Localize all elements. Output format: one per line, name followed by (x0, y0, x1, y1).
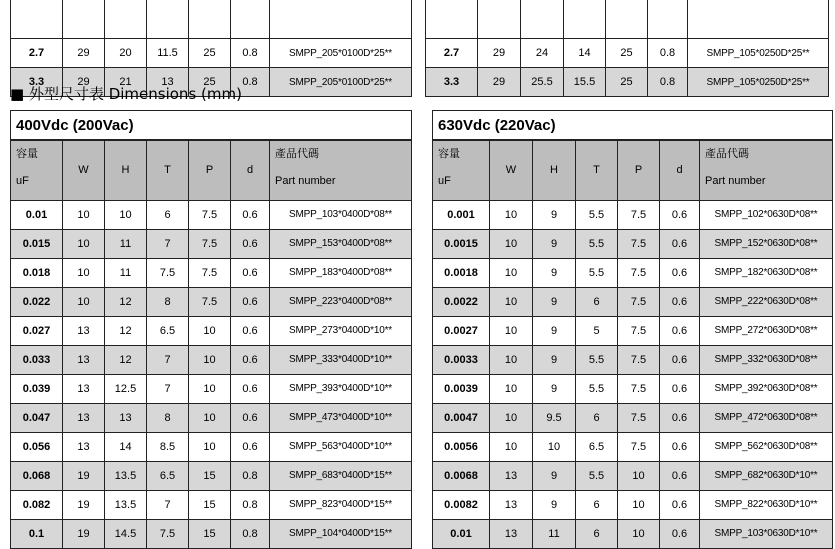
table-row (11, 229, 412, 258)
cell-t: 7 (147, 229, 189, 258)
cell-w: 13 (63, 432, 105, 461)
cell-h: 9 (533, 258, 576, 287)
cell-p: 15 (189, 519, 231, 548)
cell-w: 10 (490, 287, 533, 316)
cell-t: 8.5 (147, 432, 189, 461)
cell-w: 10 (490, 316, 533, 345)
header-p: P (618, 140, 660, 200)
cell-pn: SMPP_272*0630D*08** (700, 316, 833, 345)
cell-h: 21 (105, 68, 147, 97)
cell-d: 0.6 (231, 229, 270, 258)
cell-pn: SMPP_222*0630D*08** (700, 287, 833, 316)
cell-t: 5.5 (576, 374, 618, 403)
cell-pn: SMPP_273*0400D*10** (270, 316, 412, 345)
cell-p: 7.5 (618, 287, 660, 316)
cell-h: 14.5 (105, 519, 147, 548)
cell-p: 7.5 (189, 229, 231, 258)
cell-pn: SMPP_393*0400D*10** (270, 374, 412, 403)
cell-cap: 0.068 (11, 461, 63, 490)
cell-p: 7.5 (618, 432, 660, 461)
cell-d: 0.6 (660, 374, 700, 403)
cell-t: 8 (147, 403, 189, 432)
cell-cap: 0.082 (11, 490, 63, 519)
cell-cap: 0.033 (11, 345, 63, 374)
cell-h: 13.5 (105, 461, 147, 490)
header-part-number: 產品代碼 Part number (700, 140, 833, 200)
cell-d: 0.6 (231, 316, 270, 345)
header-d: d (660, 140, 700, 200)
cell-p: 10 (618, 490, 660, 519)
cell-cap: 0.0027 (433, 316, 490, 345)
cell-h: 9 (533, 229, 576, 258)
cell-p: 7.5 (189, 287, 231, 316)
cell-d: 0.6 (660, 519, 700, 548)
cell-h: 9 (533, 345, 576, 374)
cell-t: 15.5 (564, 68, 606, 97)
cell-w: 10 (63, 258, 105, 287)
section-title: ■ 外型尺寸表 Dimensions (mm) (10, 85, 242, 103)
cell-d: 0.6 (231, 345, 270, 374)
table-row (11, 316, 412, 345)
cell-w: 10 (490, 200, 533, 229)
cell-d: 0.6 (660, 229, 700, 258)
cell-cap: 0.0015 (433, 229, 490, 258)
cell-cap: 0.0039 (433, 374, 490, 403)
table-row (11, 519, 412, 548)
cell-cap: 2.7 (426, 39, 478, 68)
cell-cap: 2.7 (11, 39, 63, 68)
cell-t: 7 (147, 490, 189, 519)
header-d: d (231, 140, 270, 200)
cell-h: 12.5 (105, 374, 147, 403)
cell-pn: SMPP_105*0250D*25** (688, 39, 829, 68)
cell-t: 13 (147, 68, 189, 97)
cell-w: 29 (63, 68, 105, 97)
cell-cap: 0.01 (433, 519, 490, 548)
cell-w: 13 (490, 519, 533, 548)
cell-p: 7.5 (189, 200, 231, 229)
cell-pn: SMPP_392*0630D*08** (700, 374, 833, 403)
cell-d: 0.6 (231, 403, 270, 432)
table-row (433, 258, 833, 287)
cell-d: 0.6 (231, 432, 270, 461)
cell-h: 14 (105, 432, 147, 461)
cell-h: 10 (105, 200, 147, 229)
cell-p: 25 (189, 39, 231, 68)
cell-t: 7 (147, 345, 189, 374)
cell-cap: 0.022 (11, 287, 63, 316)
cell-d: 0.8 (231, 68, 270, 97)
cell-w: 13 (63, 403, 105, 432)
cell-p: 7.5 (618, 403, 660, 432)
cell-t: 6.5 (147, 316, 189, 345)
cell-d: 0.6 (660, 258, 700, 287)
cell-d: 0.6 (660, 403, 700, 432)
table-row (433, 519, 833, 548)
header-h: H (533, 140, 576, 200)
cell-p: 25 (606, 68, 648, 97)
cell-p: 10 (189, 403, 231, 432)
header-w: W (63, 140, 105, 200)
cell-pn: SMPP_103*0630D*10** (700, 519, 833, 548)
cell-pn: SMPP_473*0400D*10** (270, 403, 412, 432)
header-t: T (147, 140, 189, 200)
cell-pn: SMPP_153*0400D*08** (270, 229, 412, 258)
cell-h: 9 (533, 287, 576, 316)
table-row (433, 316, 833, 345)
cell-w: 10 (490, 258, 533, 287)
cell-cap: 0.0033 (433, 345, 490, 374)
cell-pn: SMPP_223*0400D*08** (270, 287, 412, 316)
cell-w: 13 (63, 345, 105, 374)
cell-h: 13 (105, 403, 147, 432)
cell-h: 25.5 (521, 68, 564, 97)
table-row (11, 39, 412, 68)
table-row (11, 403, 412, 432)
cell-t: 6 (576, 519, 618, 548)
cell-w: 10 (63, 229, 105, 258)
cell-t: 6.5 (147, 461, 189, 490)
cell-t: 6 (147, 200, 189, 229)
cell-w: 13 (63, 374, 105, 403)
cell-w: 13 (490, 461, 533, 490)
cell-d: 0.6 (660, 316, 700, 345)
cell-h: 9.5 (533, 403, 576, 432)
cell-d: 0.8 (648, 39, 688, 68)
cell-cap: 0.056 (11, 432, 63, 461)
cell-p: 7.5 (189, 258, 231, 287)
cell-h: 11 (533, 519, 576, 548)
cell-p: 10 (189, 316, 231, 345)
cell-h: 11 (105, 229, 147, 258)
cell-cap: 0.027 (11, 316, 63, 345)
cell-t: 5.5 (576, 258, 618, 287)
cell-d: 0.6 (231, 287, 270, 316)
table-row (433, 200, 833, 229)
cell-pn: SMPP_183*0400D*08** (270, 258, 412, 287)
table-row (433, 403, 833, 432)
table-row (426, 68, 829, 97)
cell-p: 10 (618, 519, 660, 548)
cell-h: 9 (533, 490, 576, 519)
cell-d: 0.8 (231, 461, 270, 490)
cell-d: 0.6 (660, 200, 700, 229)
table-row (433, 345, 833, 374)
cell-d: 0.8 (231, 39, 270, 68)
cell-pn: SMPP_104*0400D*15** (270, 519, 412, 548)
cell-cap: 0.001 (433, 200, 490, 229)
cell-t: 5 (576, 316, 618, 345)
cell-w: 10 (490, 403, 533, 432)
cell-t: 5.5 (576, 345, 618, 374)
cell-cap: 0.0056 (433, 432, 490, 461)
cell-t: 6 (576, 490, 618, 519)
cell-cap: 0.1 (11, 519, 63, 548)
table-row (433, 432, 833, 461)
cell-w: 19 (63, 519, 105, 548)
cell-h: 12 (105, 345, 147, 374)
cell-cap: 0.018 (11, 258, 63, 287)
top-right-table (425, 0, 829, 97)
cell-d: 0.6 (231, 200, 270, 229)
cell-w: 29 (478, 68, 521, 97)
cell-h: 24 (521, 39, 564, 68)
cell-w: 13 (63, 316, 105, 345)
cell-p: 7.5 (618, 316, 660, 345)
cell-t: 5.5 (576, 461, 618, 490)
cell-d: 0.6 (660, 287, 700, 316)
cell-cap: 0.047 (11, 403, 63, 432)
table-row (11, 345, 412, 374)
table-row (433, 229, 833, 258)
header-capacitance: 容量 uF (433, 140, 490, 200)
cell-pn: SMPP_683*0400D*15** (270, 461, 412, 490)
cell-p: 10 (189, 432, 231, 461)
cell-h: 9 (533, 461, 576, 490)
cell-w: 10 (490, 229, 533, 258)
cell-w: 19 (63, 490, 105, 519)
cell-h: 9 (533, 374, 576, 403)
dimensions-table-400vdc (10, 110, 412, 549)
header-w: W (490, 140, 533, 200)
cell-d: 0.6 (660, 490, 700, 519)
cell-h: 20 (105, 39, 147, 68)
cell-t: 6.5 (576, 432, 618, 461)
cell-p: 10 (189, 345, 231, 374)
cell-w: 10 (490, 374, 533, 403)
table-row (433, 490, 833, 519)
cell-p: 10 (618, 461, 660, 490)
cell-t: 6 (576, 403, 618, 432)
table-row (11, 490, 412, 519)
cell-cap: 0.0047 (433, 403, 490, 432)
table-title: 630Vdc (220Vac) (433, 111, 833, 141)
cell-w: 29 (63, 39, 105, 68)
table-title: 400Vdc (200Vac) (11, 111, 412, 141)
cell-w: 10 (490, 432, 533, 461)
cell-p: 7.5 (618, 200, 660, 229)
cell-w: 10 (63, 200, 105, 229)
cell-w: 19 (63, 461, 105, 490)
header-capacitance: 容量 uF (11, 140, 63, 200)
table-row (433, 461, 833, 490)
cell-cap: 0.015 (11, 229, 63, 258)
cell-d: 0.8 (231, 519, 270, 548)
cell-p: 7.5 (618, 229, 660, 258)
cell-w: 29 (478, 39, 521, 68)
cell-w: 10 (490, 345, 533, 374)
cell-t: 6 (576, 287, 618, 316)
cell-d: 0.6 (660, 432, 700, 461)
cell-pn: SMPP_682*0630D*10** (700, 461, 833, 490)
cell-h: 13.5 (105, 490, 147, 519)
cell-w: 10 (63, 287, 105, 316)
cell-p: 15 (189, 490, 231, 519)
header-p: P (189, 140, 231, 200)
blank-row (426, 0, 829, 39)
table-row (11, 200, 412, 229)
cell-pn: SMPP_105*0250D*25** (688, 68, 829, 97)
cell-d: 0.6 (660, 345, 700, 374)
cell-pn: SMPP_182*0630D*08** (700, 258, 833, 287)
cell-pn: SMPP_563*0400D*10** (270, 432, 412, 461)
table-row (11, 287, 412, 316)
cell-h: 9 (533, 200, 576, 229)
cell-cap: 0.039 (11, 374, 63, 403)
cell-t: 7.5 (147, 519, 189, 548)
table-row (11, 461, 412, 490)
cell-t: 14 (564, 39, 606, 68)
cell-p: 7.5 (618, 258, 660, 287)
table-row (11, 258, 412, 287)
cell-p: 7.5 (618, 345, 660, 374)
cell-h: 12 (105, 287, 147, 316)
table-row (433, 374, 833, 403)
cell-p: 7.5 (618, 374, 660, 403)
dimensions-table-630vdc (432, 110, 833, 549)
table-row (433, 287, 833, 316)
cell-p: 25 (189, 68, 231, 97)
cell-pn: SMPP_333*0400D*10** (270, 345, 412, 374)
cell-pn: SMPP_205*0100D*25** (270, 39, 412, 68)
cell-h: 10 (533, 432, 576, 461)
header-h: H (105, 140, 147, 200)
cell-p: 25 (606, 39, 648, 68)
cell-w: 13 (490, 490, 533, 519)
cell-pn: SMPP_472*0630D*08** (700, 403, 833, 432)
cell-cap: 0.01 (11, 200, 63, 229)
cell-pn: SMPP_562*0630D*08** (700, 432, 833, 461)
cell-pn: SMPP_823*0400D*15** (270, 490, 412, 519)
cell-d: 0.8 (231, 490, 270, 519)
cell-pn: SMPP_205*0100D*25** (270, 68, 412, 97)
cell-d: 0.8 (648, 68, 688, 97)
cell-t: 8 (147, 287, 189, 316)
header-t: T (576, 140, 618, 200)
cell-d: 0.6 (231, 374, 270, 403)
table-row (426, 39, 829, 68)
cell-t: 11.5 (147, 39, 189, 68)
cell-p: 10 (189, 374, 231, 403)
cell-pn: SMPP_822*0630D*10** (700, 490, 833, 519)
cell-t: 5.5 (576, 229, 618, 258)
cell-pn: SMPP_103*0400D*08** (270, 200, 412, 229)
cell-p: 15 (189, 461, 231, 490)
cell-cap: 0.0082 (433, 490, 490, 519)
cell-h: 12 (105, 316, 147, 345)
cell-pn: SMPP_152*0630D*08** (700, 229, 833, 258)
cell-pn: SMPP_332*0630D*08** (700, 345, 833, 374)
cell-t: 7 (147, 374, 189, 403)
cell-d: 0.6 (660, 461, 700, 490)
table-row (11, 432, 412, 461)
cell-pn: SMPP_102*0630D*08** (700, 200, 833, 229)
cell-d: 0.6 (231, 258, 270, 287)
cell-cap: 0.0022 (433, 287, 490, 316)
cell-cap: 3.3 (426, 68, 478, 97)
table-row (11, 374, 412, 403)
cell-cap: 3.3 (11, 68, 63, 97)
cell-h: 11 (105, 258, 147, 287)
header-part-number: 產品代碼 Part number (270, 140, 412, 200)
cell-t: 7.5 (147, 258, 189, 287)
cell-cap: 0.0018 (433, 258, 490, 287)
cell-t: 5.5 (576, 200, 618, 229)
cell-h: 9 (533, 316, 576, 345)
cell-cap: 0.0068 (433, 461, 490, 490)
blank-row (11, 0, 412, 39)
